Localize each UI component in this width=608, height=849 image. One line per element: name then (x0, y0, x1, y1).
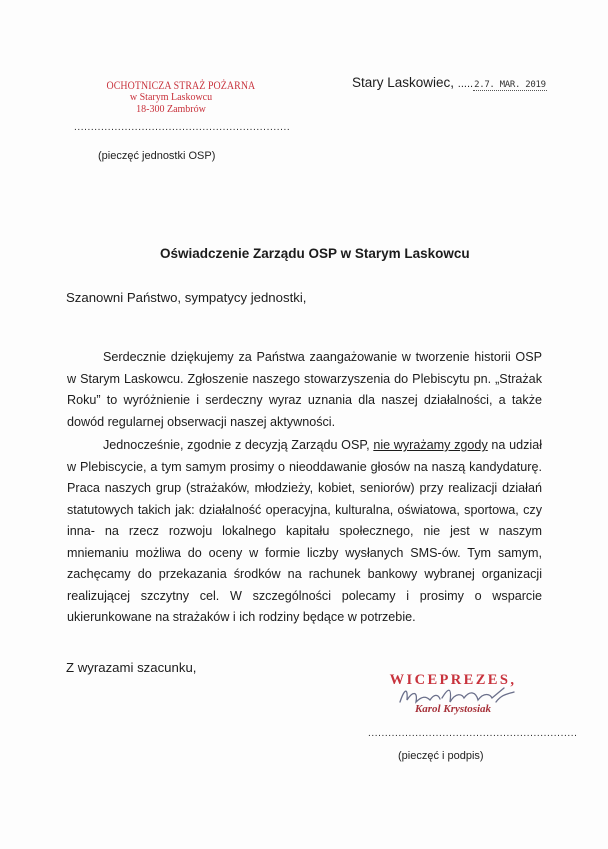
paragraph-2 (67, 435, 542, 629)
paragraph-1 (67, 347, 542, 433)
stamp-line-3: 18-300 Zambrów (136, 104, 206, 115)
stamp-dotted-line: ................................................................ (74, 122, 291, 133)
place-label: Stary Laskowiec, (352, 75, 458, 90)
date-stamp: 2.7. MAR. 2019 (474, 80, 546, 90)
salutation: Szanowni Państwo, sympatycy jednostki, (66, 290, 307, 305)
place-and-date (352, 75, 547, 90)
stamp-line-2: w Starym Laskowcu (129, 92, 213, 103)
stamp-line-1: OCHOTNICZA STRAŻ POŻARNA (106, 80, 256, 92)
closing: Z wyrazami szacunku, (66, 660, 197, 675)
signature-name: Karol Krystosiak (414, 703, 492, 715)
handwritten-signature (392, 680, 522, 714)
date-dots: ..... (457, 78, 474, 90)
signature-dotted-line: .............................................................. (368, 728, 578, 739)
underlined-statement: nie wyrażamy zgody (373, 438, 488, 452)
paragraph-2-text-start: Jednocześnie, zgodnie z decyzją Zarządu OSP, (103, 438, 374, 452)
paragraph-2-text-end: na udział w Plebiscycie, a tym samym prosimy o nieoddawanie głosów na naszą kandydaturę. Praca naszych grup (strażaków, młodzieży, kobiet, seniorów) przy realizacji działań statutowych takich jak: działalność operacyjna, kulturalna, oświatowa, sportowa, czy inna- na rzecz rozwoju lokalnego kapitału społecznego, nie jest w naszym mniemaniu możliwa do oceny w formie liczby wysłanych SMS-ów. Tym samym, zachęcamy do przekazania środków na rachunek bankowy wybranej organizacji realizującej szczytny cel. W szczególności polecamy i prosimy o wsparcie ukierunkowane na strażaków i ich rodziny będące w potrzebie. (67, 438, 542, 624)
paragraph-1-text: Serdecznie dziękujemy za Państwa zaangażowanie w tworzenie historii OSP w Starym Laskowcu. Zgłoszenie naszego stowarzyszenia do Plebiscytu pn. „Strażak Roku” to wyróżnienie i serdeczny wyraz uznania dla naszej działalności, a także dowód regularnej obserwacji naszej aktywności. (67, 350, 542, 429)
stamp-caption: (pieczęć jednostki OSP) (98, 150, 216, 162)
document-title: Oświadczenie Zarządu OSP w Starym Laskowcu (160, 246, 470, 261)
signature-caption: (pieczęć i podpis) (398, 750, 484, 762)
organization-stamp (96, 80, 256, 116)
signature-role: WICEPREZES, (389, 672, 517, 688)
